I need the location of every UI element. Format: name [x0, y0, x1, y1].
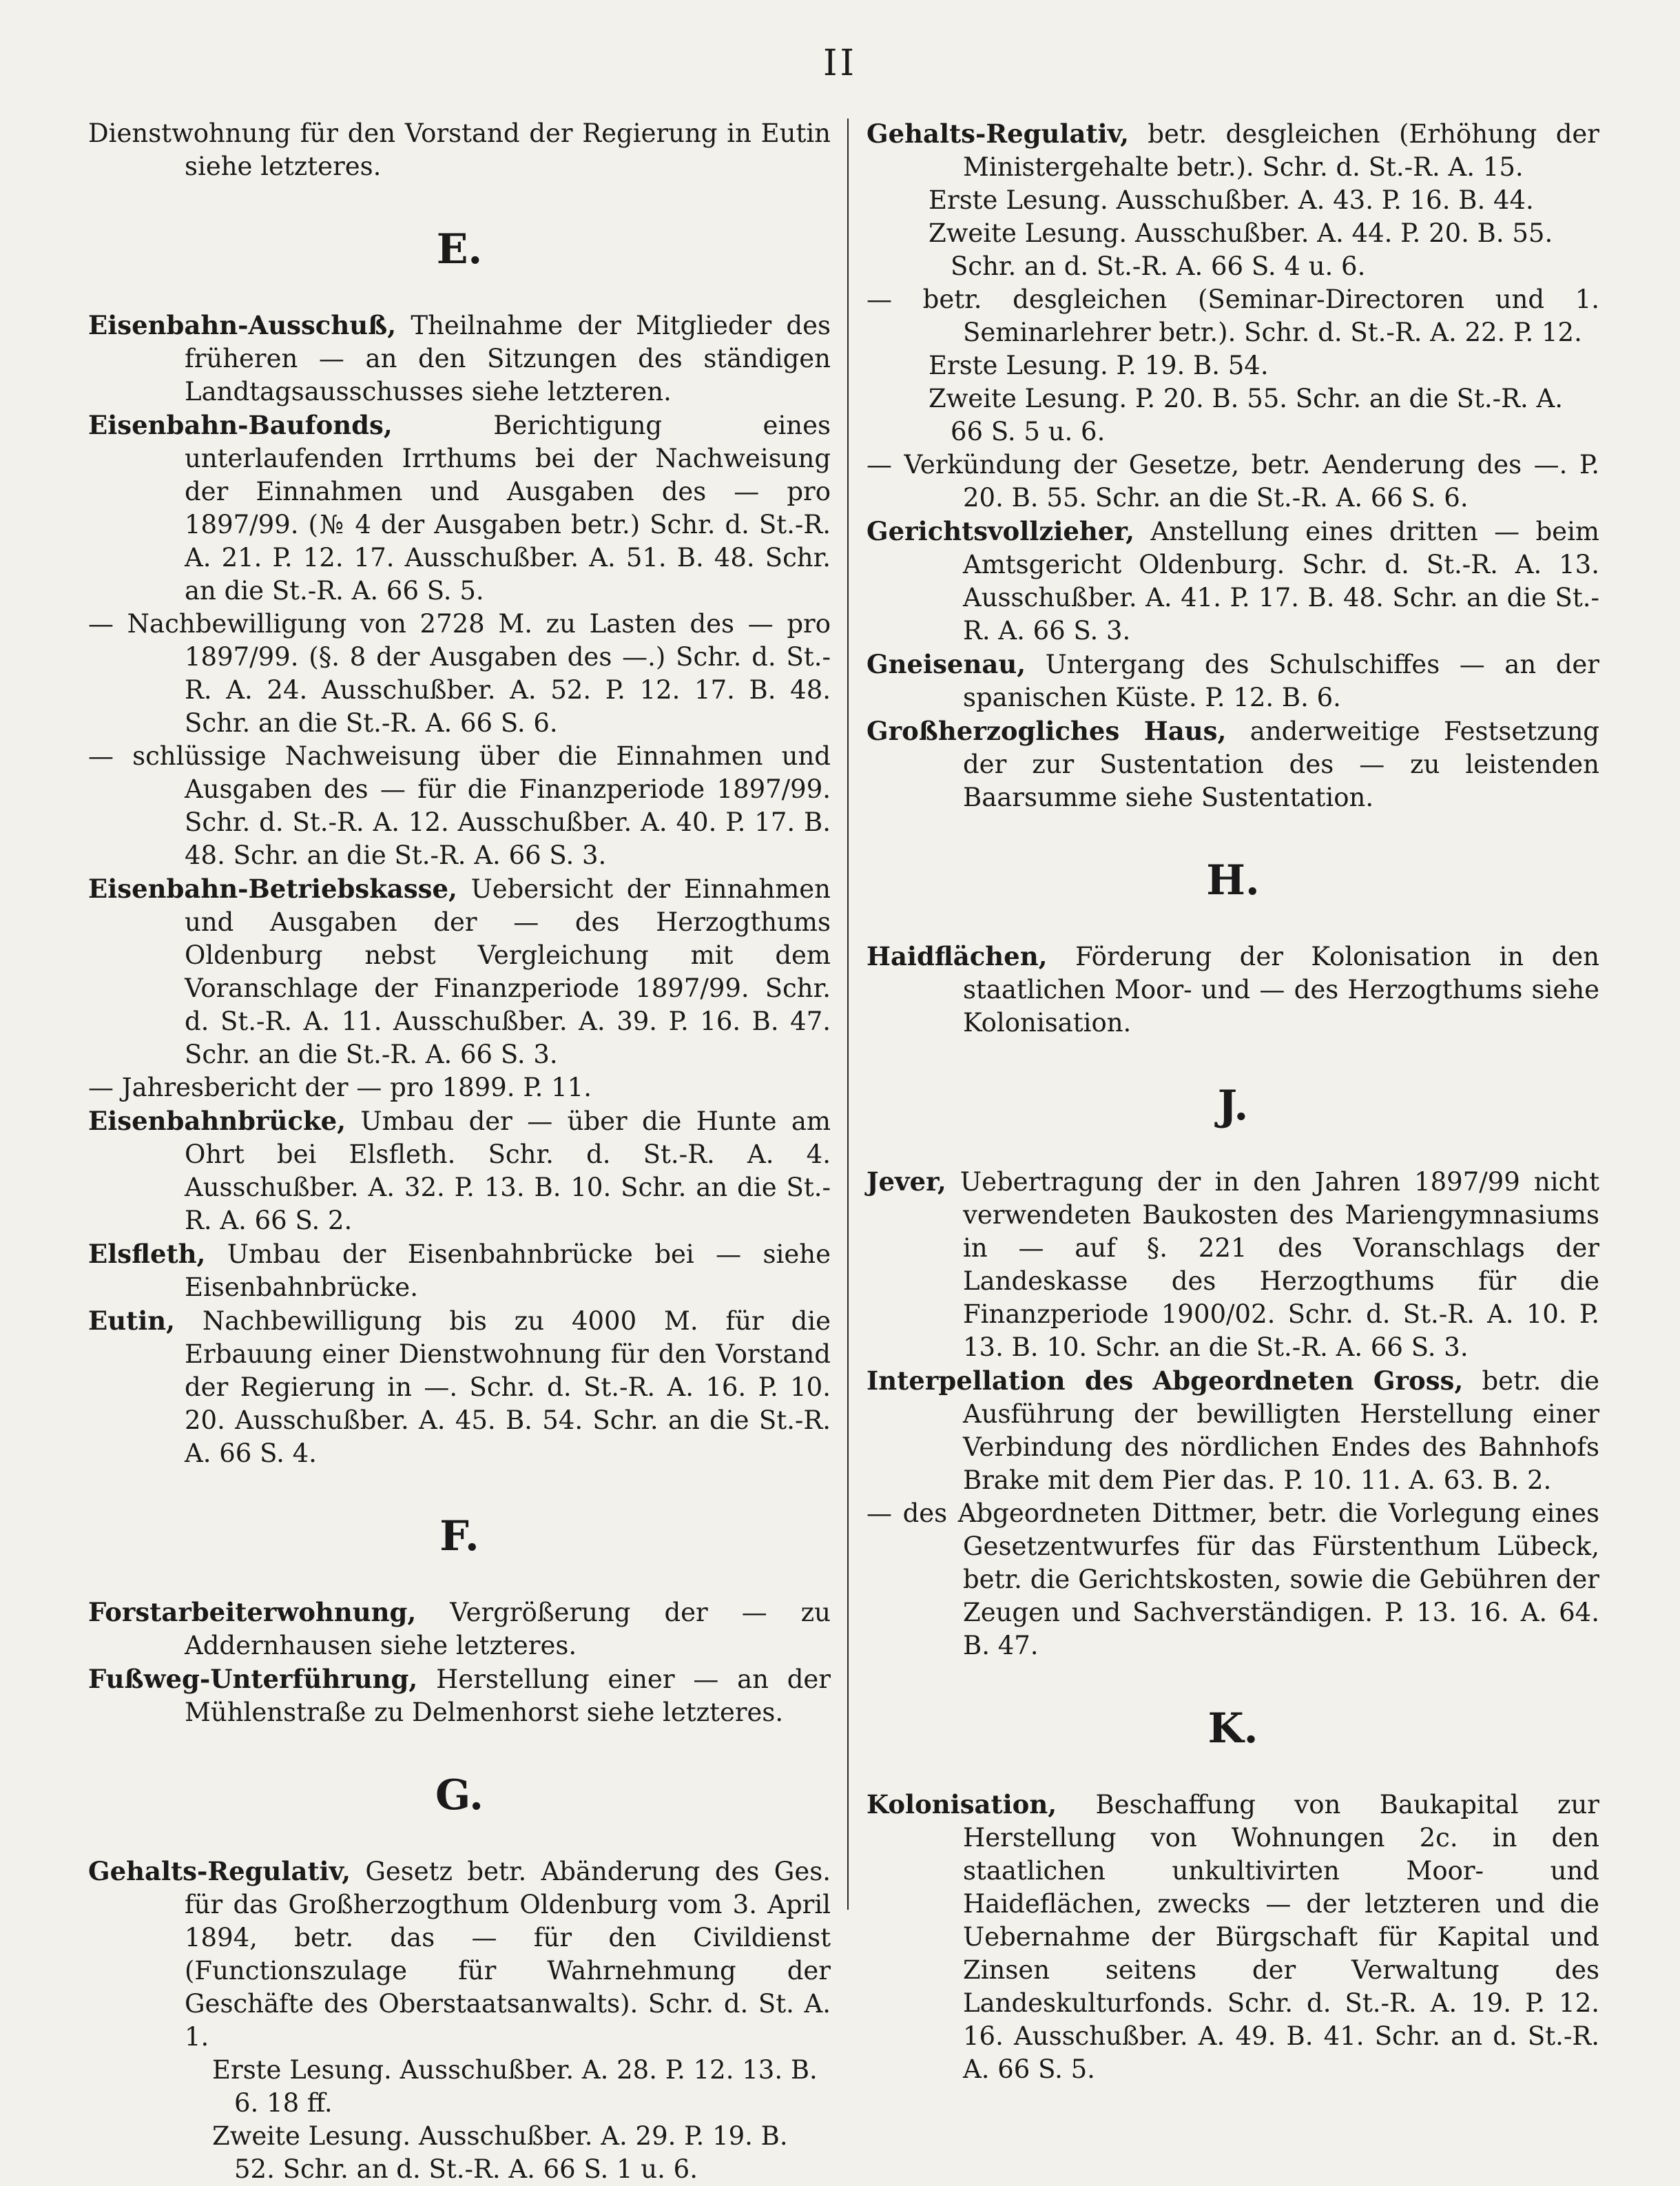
index-entry	[867, 1788, 1599, 2086]
entry-head: Elsfleth,	[88, 1239, 206, 1269]
reading-entry: Erste Lesung. Ausschußber. A. 43. P. 16. B. 44.	[929, 185, 1534, 215]
entry-dash: —	[867, 450, 892, 480]
entry-dash: —	[867, 1498, 892, 1528]
section-letter-g: G.	[435, 1771, 484, 1819]
index-entry	[88, 872, 831, 1071]
entry-head: Eutin,	[88, 1306, 176, 1336]
entry-head: Eisenbahnbrücke,	[88, 1106, 346, 1136]
section-letter-f: F.	[439, 1512, 479, 1560]
section-letter-e: E.	[436, 225, 483, 274]
entry-text: Anstellung eines dritten — beim Amtsgericht Oldenburg. Schr. d. St.-R. A. 13. Ausschußber. A. 41. P. 17. B. 48. Schr. an die St.-R. A. 66 S. 3.	[963, 517, 1599, 646]
reading-list	[867, 349, 1599, 448]
entry-text: Umbau der Eisenbahnbrücke bei — siehe Eisenbahnbrücke.	[185, 1239, 831, 1302]
entry-text: des Abgeordneten Dittmer, betr. die Vorlegung eines Gesetzentwurfes für das Fürstenthum Lübeck, betr. die Gerichtskosten, sowie die Gebühren der Zeugen und Sachverständigen. P. 13. 16. A. 64. B. 47.	[892, 1498, 1599, 1660]
reading-entry: Zweite Lesung. Ausschußber. A. 29. P. 19. B. 52. Schr. an d. St.-R. A. 66 S. 1 u. 6.	[212, 2121, 788, 2184]
index-entry	[867, 515, 1599, 648]
entry-dash: —	[88, 609, 114, 639]
entry-text: Nachbewilligung von 2728 M. zu Lasten des — pro 1897/99. (§. 8 der Ausgaben des —.) Schr. d. St.-R. A. 24. Ausschußber. A. 52. P. 12. 17. B. 48. Schr. an die St.-R. A. 66 S. 6.	[114, 609, 831, 738]
index-entry	[867, 648, 1599, 714]
entry-text: Beschaffung von Baukapital zur Herstellung von Wohnungen 2c. in den staatlichen unkultivirten Moor- und Haideflächen, zwecks — der letzteren und die Uebernahme der Bürgschaft für Kapital und Zinsen seitens der Verwaltung des Landeskulturfonds. Schr. d. St.-R. A. 19. P. 12. 16. Ausschußber. A. 49. B. 41. Schr. an d. St.-R. A. 66 S. 5.	[963, 1790, 1599, 2084]
entry-dash: —	[88, 741, 114, 771]
entry-head: Eisenbahn-Betriebskasse,	[88, 874, 457, 904]
entry-head: Großherzogliches Haus,	[867, 716, 1227, 746]
entry-text: Umbau der — über die Hunte am Ohrt bei Elsfleth. Schr. d. St.-R. A. 4. Ausschußber. A. 32. P. 13. B. 10. Schr. an die St.-R. A. 66 S. 2.	[185, 1106, 831, 1235]
reading-entry: Zweite Lesung. P. 20. B. 55. Schr. an die St.-R. A. 66 S. 5 u. 6.	[929, 384, 1564, 446]
index-entry	[867, 940, 1599, 1040]
entry-head: Gehalts-Regulativ,	[88, 1856, 351, 1886]
entry-head: Eisenbahn-Baufonds,	[88, 410, 393, 440]
index-subentry	[88, 608, 831, 740]
index-entry	[88, 409, 831, 608]
entry-head: Eisenbahn-Ausschuß,	[88, 310, 397, 340]
index-entry	[88, 1237, 831, 1304]
entry-text: Verkündung der Gesetze, betr. Aenderung des —. P. 20. B. 55. Schr. an die St.-R. A. 66 S. 6.	[892, 450, 1599, 513]
entry-head: Jever,	[867, 1166, 946, 1197]
entry-head: Forstarbeiterwohnung,	[88, 1597, 417, 1627]
entry-text: Förderung der Kolonisation in den staatlichen Moor- und — des Herzogthums siehe Kolonisation.	[963, 942, 1599, 1038]
entry-text: Uebersicht der Einnahmen und Ausgaben der — des Herzogthums Oldenburg nebst Vergleichung mit dem Voranschlage der Finanzperiode 1897/99. Schr. d. St.-R. A. 11. Ausschußber. A. 39. P. 16. B. 47. Schr. an die St.-R. A. 66 S. 3.	[185, 874, 831, 1069]
reading-entry: Erste Lesung. Ausschußber. A. 28. P. 12. 13. B. 6. 18 ff.	[212, 2055, 818, 2118]
entry-text: Uebertragung der in den Jahren 1897/99 nicht verwendeten Baukosten des Mariengymnasiums in — auf §. 221 des Voranschlags der Landeskasse des Herzogthums für die Finanzperiode 1900/02. Schr. d. St.-R. A. 10. P. 13. B. 10. Schr. an die St.-R. A. 66 S. 3.	[946, 1167, 1599, 1362]
entry-head: Fußweg-Unterführung,	[88, 1664, 418, 1694]
index-entry	[88, 1104, 831, 1237]
entry-text: schlüssige Nachweisung über die Einnahmen und Ausgaben des — für die Finanzperiode 1897/99. Schr. d. St.-R. A. 12. Ausschußber. A. 40. P. 17. B. 48. Schr. an die St.-R. A. 66 S. 3.	[114, 741, 831, 870]
reading-entry: Zweite Lesung. Ausschußber. A. 44. P. 20. B. 55. Schr. an d. St.-R. A. 66 S. 4 u. 6.	[929, 218, 1553, 281]
entry-text: Berichtigung eines unterlaufenden Irrthums bei der Nachweisung der Einnahmen und Ausgaben des — pro 1897/99. (№ 4 der Ausgaben betr.) Schr. d. St.-R. A. 21. P. 12. 17. Ausschußber. A. 51. B. 48. Schr. an die St.-R. A. 66 S. 5.	[185, 411, 831, 606]
index-entry	[88, 309, 831, 409]
index-subentry	[867, 1497, 1599, 1662]
index-entry	[867, 1165, 1599, 1364]
reading-entry: Erste Lesung. P. 19. B. 54.	[929, 351, 1269, 380]
entry-text: betr. die Ausführung der bewilligten Herstellung einer Verbindung des nördlichen Endes des Bahnhofs Brake mit dem Pier das. P. 10. 11. A. 63. B. 2.	[963, 1366, 1600, 1495]
column-divider	[847, 118, 849, 1910]
entry-head: Haidflächen,	[867, 941, 1048, 971]
entry-dash: —	[867, 285, 892, 314]
left-column	[88, 117, 831, 2186]
entry-head: Kolonisation,	[867, 1789, 1057, 1819]
entry-head: Gneisenau,	[867, 649, 1026, 679]
entry-text: Nachbewilligung bis zu 4000 M. für die Erbauung einer Dienstwohnung für den Vorstand der Regierung in —. Schr. d. St.-R. A. 16. P. 10. 20. Ausschußber. A. 45. B. 54. Schr. an die St.-R. A. 66 S. 4.	[175, 1306, 831, 1468]
index-subentry	[88, 1071, 831, 1104]
entry-dash: —	[88, 1073, 114, 1102]
section-letter-k: K.	[1207, 1704, 1258, 1753]
entry-text: Untergang des Schulschiffes — an der spanischen Küste. P. 12. B. 6.	[963, 650, 1599, 712]
index-subentry	[88, 740, 831, 872]
index-entry	[88, 1855, 831, 2054]
section-letter-h: H.	[1206, 856, 1260, 905]
reading-list	[867, 184, 1599, 283]
entry-text: Vergrößerung der — zu Addernhausen siehe letzteres.	[185, 1598, 831, 1660]
index-entry	[88, 1304, 831, 1470]
entry-text: Herstellung einer — an der Mühlenstraße zu Delmenhorst siehe letzteres.	[185, 1664, 831, 1727]
index-entry	[867, 714, 1599, 814]
index-entry	[867, 117, 1599, 184]
entry-text: Jahresbericht der — pro 1899. P. 11.	[114, 1073, 592, 1102]
entry-text: betr. desgleichen (Seminar-Directoren und 1. Seminarlehrer betr.). Schr. d. St.-R. A. 22. P. 12.	[892, 285, 1599, 347]
index-subentry	[867, 448, 1599, 515]
index-entry	[88, 1662, 831, 1729]
entry-text: Theilnahme der Mitglieder des früheren — an den Sitzungen des ständigen Landtagsausschusses siehe letzteren.	[185, 311, 831, 406]
index-subentry	[867, 283, 1599, 349]
page-number: II	[822, 43, 858, 84]
entry-text: betr. desgleichen (Erhöhung der Ministergehalte betr.). Schr. d. St.-R. A. 15.	[963, 119, 1599, 182]
entry-head: Gerichtsvollzieher,	[867, 516, 1135, 546]
index-entry	[867, 1364, 1599, 1497]
entry-head: Interpellation des Abgeordneten Gross,	[867, 1365, 1464, 1396]
section-letter-j: J.	[1217, 1082, 1249, 1130]
entry-head: Gehalts-Regulativ,	[867, 118, 1129, 149]
entry-text: anderweitige Festsetzung der zur Sustentation des — zu leistenden Baarsumme siehe Sustentation.	[963, 716, 1599, 812]
reading-list	[88, 2054, 831, 2186]
right-column	[867, 117, 1599, 2086]
entry-text: Gesetz betr. Abänderung des Ges. für das Großherzogthum Oldenburg vom 3. April 1894, betr. das — für den Civildienst (Functionszulage für Wahrnehmung der Geschäfte des Oberstaatsanwalts). Schr. d. St. A. 1.	[185, 1857, 831, 2052]
index-entry	[88, 1596, 831, 1662]
index-entry: Dienstwohnung für den Vorstand der Regierung in Eutin siehe letzteres.	[88, 118, 831, 181]
